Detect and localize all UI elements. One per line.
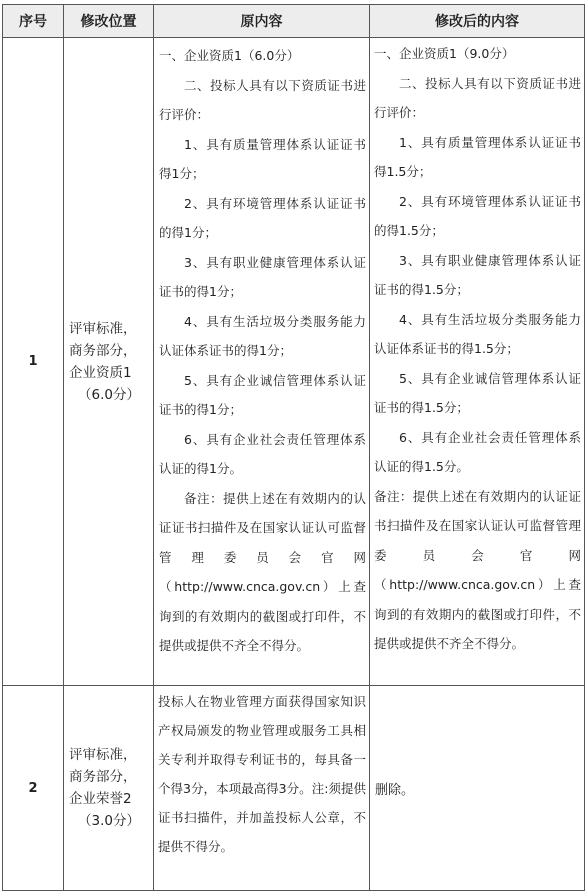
content-paragraph: 二、投标人具有以下资质证书进行评价： [159,77,366,122]
content-item: 5、具有企业诚信管理体系认证证书的得1.5分； [374,370,581,415]
content-heading: 一、企业资质1（6.0分） [159,48,300,63]
content-item: 1、具有质量管理体系认证证书得1分； [159,136,366,181]
modify-position [64,38,154,686]
content-paragraph: 二、投标人具有以下资质证书进行评价： [374,75,581,120]
content-item: 2、具有环境管理体系认证证书的得1.5分； [374,193,581,238]
content-note: 备注：提供上述在有效期内的认证证书扫描件及在国家认证认可监督管理委员会官网（http://www.cnca.gov.cn）上查询到的有效期内的截图或打印件，不提供或提供不齐全不得分。 [159,490,366,653]
content-item: 3、具有职业健康管理体系认证证书的得1.5分； [374,252,581,297]
content-item: 5、具有企业诚信管理体系认证证书的得1分； [159,372,366,417]
position-line: 企业资质1 [69,364,132,381]
modified-content [370,38,585,686]
modification-table [2,4,585,891]
table-row [3,686,585,891]
content-item: 6、具有企业社会责任管理体系认证的得1分。 [159,431,366,476]
row-number: 2 [3,686,64,891]
content-paragraph: 投标人在物业管理方面获得国家知识产权局颁发的物业管理或服务工具相关专利并取得专利证书的，每具备一个得3分，本项最高得3分。注:须提供证书扫描件，并加盖投标人公章，不提供不得分。 [158,694,366,854]
position-line: 企业荣誉2 [69,791,132,807]
position-line: （3.0分） [78,813,140,829]
deleted-note: 删除。 [375,782,415,798]
header-modified: 修改后的内容 [370,5,585,38]
row-number: 1 [3,38,64,686]
content-item: 1、具有质量管理体系认证证书得1.5分； [374,134,581,179]
modify-position [64,686,154,891]
content-item: 4、具有生活垃圾分类服务能力认证体系证书的得1分； [159,313,366,358]
header-original: 原内容 [154,5,370,38]
position-line: 评审标准， [69,320,137,337]
modified-content [370,686,585,891]
header-no: 序号 [3,5,64,38]
position-line: 商务部分， [69,769,137,785]
header-row [3,5,585,38]
content-item: 4、具有生活垃圾分类服务能力认证体系证书的得1.5分； [374,311,581,356]
original-content [154,686,370,891]
content-item: 3、具有职业健康管理体系认证证书的得1分； [159,254,366,299]
content-note: 备注：提供上述在有效期内的认证证书扫描件及在国家认证认可监督管理委员会官网（http://www.cnca.gov.cn）上查询到的有效期内的截图或打印件，不提供或提供不齐全不得分。 [374,488,581,651]
content-item: 6、具有企业社会责任管理体系认证的得1.5分。 [374,429,581,474]
content-heading: 一、企业资质1（9.0分） [374,46,515,61]
position-line: 商务部分， [69,342,137,359]
position-line: 评审标准， [69,747,137,763]
table-row [3,38,585,686]
original-content [154,38,370,686]
content-item: 2、具有环境管理体系认证证书的得1分； [159,195,366,240]
header-position: 修改位置 [64,5,154,38]
position-line: （6.0分） [78,386,140,403]
